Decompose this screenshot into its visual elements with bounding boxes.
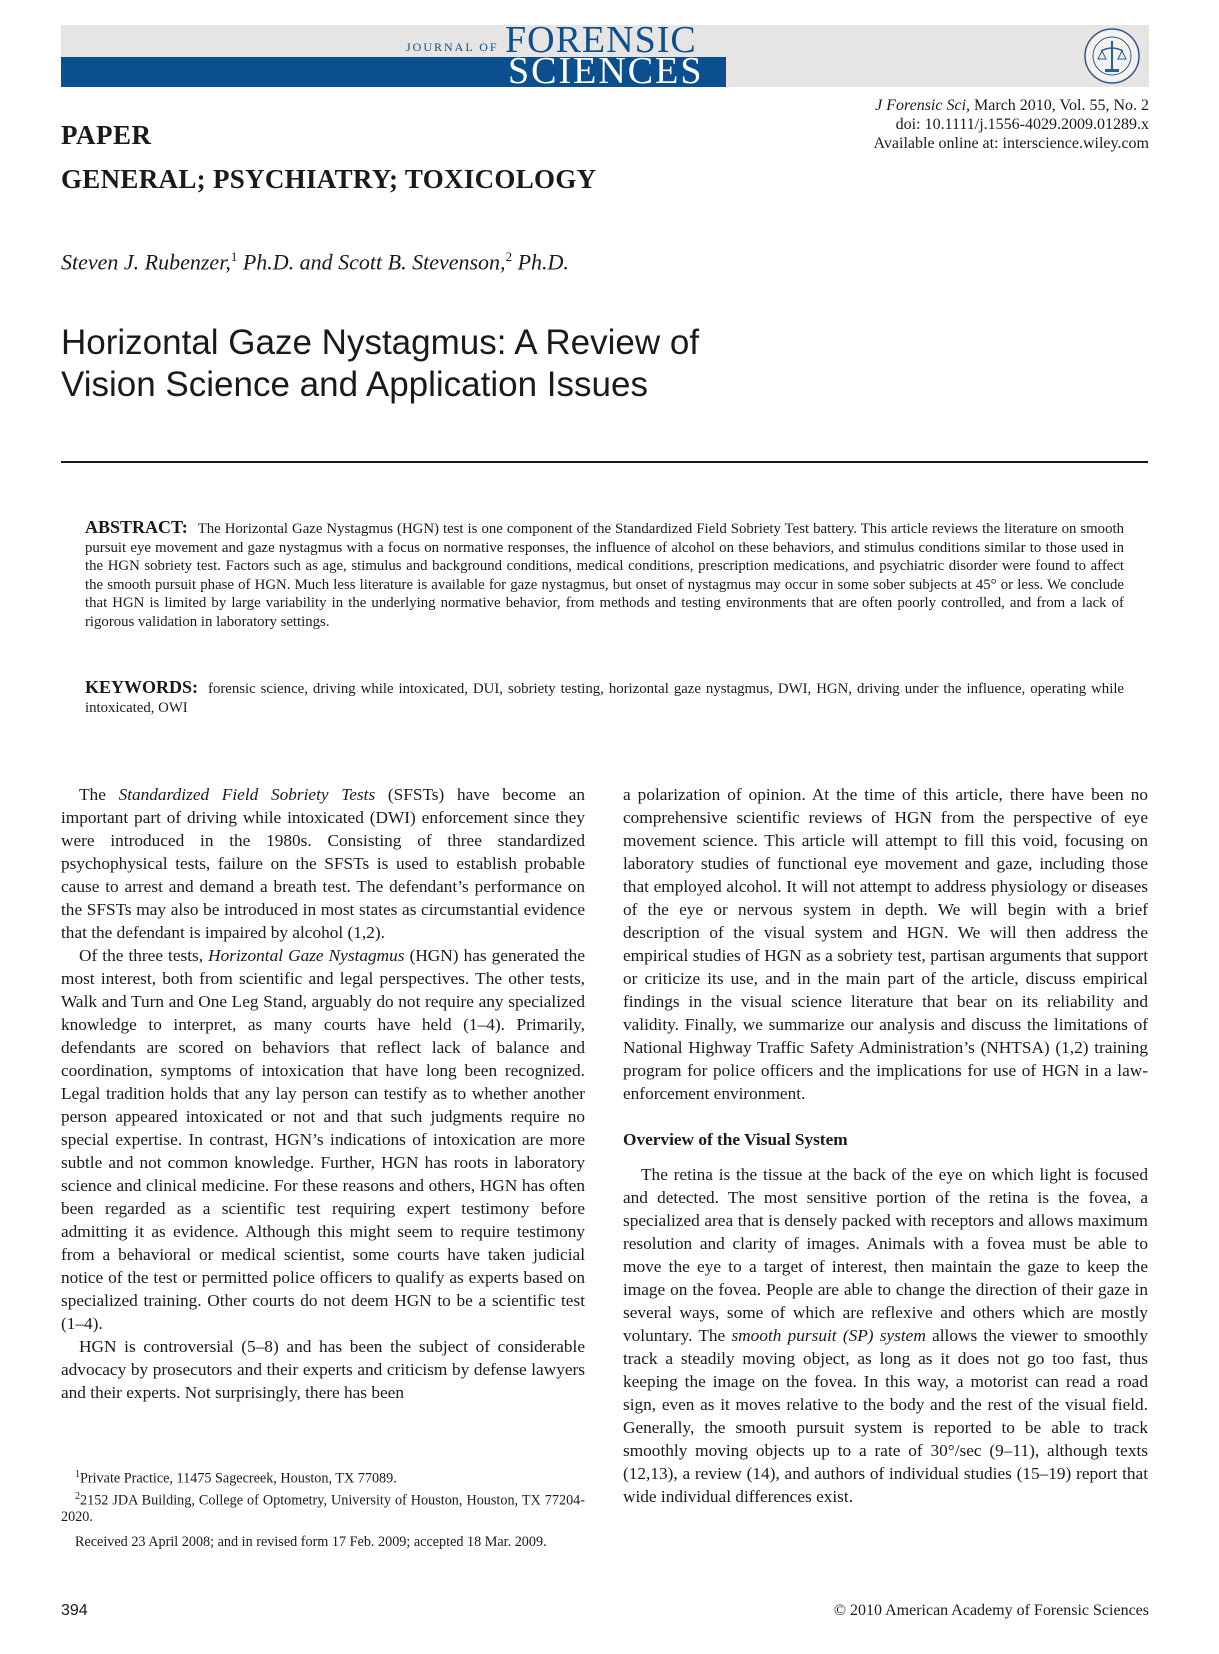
- footnote-text: 2152 JDA Building, College of Optometry, University of Houston, Houston, TX 77204-2020.: [61, 1492, 585, 1526]
- citation-issue: March 2010, Vol. 55, No. 2: [970, 97, 1149, 114]
- paragraph: HGN is controversial (5–8) and has been the subject of considerable advocacy by prosecutors and their experts and criticism by defense lawyers and their experts. Not surprisingly, there has been: [61, 1337, 585, 1402]
- citation-block: [729, 96, 1149, 153]
- footnotes: [61, 1466, 585, 1551]
- keywords-text: forensic science, driving while intoxicated, DUI, sobriety testing, horizontal gaze nystagmus, DWI, HGN, driving under the influence, operating while intoxicated, OWI: [85, 681, 1124, 716]
- authors-line: [61, 249, 569, 275]
- page-number: 394: [61, 1602, 88, 1619]
- citation-online: Available online at: interscience.wiley.com: [873, 135, 1149, 152]
- citation-doi: doi: 10.1111/j.1556-4029.2009.01289.x: [895, 116, 1149, 133]
- text-run: (SFSTs) have become an important part of driving while intoxicated (DWI) enforcement since they were introduced in the 1980s. Consisting of three standardized psychophysical tests, failure on the SFSTs is used to establish probable cause to arrest and demand a breath test. The defendant’s performance on the SFSTs may also be introduced in most states as circumstantial evidence that the defendant is impaired by alcohol (1,2).: [61, 785, 585, 942]
- received-dates: Received 23 April 2008; and in revised form 17 Feb. 2009; accepted 18 Mar. 2009.: [75, 1534, 547, 1551]
- text-run: The retina is the tissue at the back of the eye on which light is focused and detected. The most sensitive portion of the retina is the fovea, a specialized area that is densely packed with receptors and allows maximum resolution and clarity of images. Animals with a fovea must be able to move the eye to a target of interest, then maintain the gaze to keep the image on the fovea. People are able to change the direction of their gaze in several ways, some of which are reflexive and others which are mostly voluntary. The: [623, 1165, 1148, 1345]
- paper-type: PAPER: [61, 120, 152, 150]
- paper-title: [61, 322, 821, 406]
- text-run: Of the three tests,: [79, 946, 209, 965]
- paragraph: [61, 944, 585, 1335]
- italic-term: Standardized Field Sobriety Tests: [118, 785, 376, 804]
- title-divider: [61, 461, 1148, 463]
- italic-term: Horizontal Gaze Nystagmus: [208, 946, 405, 965]
- masthead-forensic: FORENSIC: [505, 19, 697, 61]
- section-heading-visual-system: Overview of the Visual System: [623, 1130, 848, 1149]
- author-2-sup: 2: [505, 249, 513, 264]
- abstract: [85, 518, 1124, 631]
- paragraph: [61, 783, 585, 944]
- text-run: allows the viewer to smoothly track a steadily moving object, as long as it does not go too fast, thus keeping the image on the fovea. In this way, a motorist can read a road sign, even as it moves relative to the body and the rest of the visual field. Generally, the smooth pursuit system is reported to be able to track smoothly moving objects up to a rate of 30°/sec (9–11), although texts (12,13), a review (14), and authors of individual studies (15–19) report that wide individual differences exist.: [623, 1326, 1148, 1506]
- footnote-marker: 2: [75, 1490, 80, 1502]
- copyright: © 2010 American Academy of Forensic Sciences: [833, 1602, 1149, 1619]
- citation-journal: J Forensic Sci,: [875, 97, 971, 114]
- masthead-journal-of: JOURNAL OF: [406, 40, 499, 54]
- citation-issue-line: [729, 96, 1149, 115]
- author-1-sup: 1: [230, 249, 238, 264]
- paragraph: a polarization of opinion. At the time of this article, there have been no comprehensive scientific reviews of HGN from the perspective of eye movement science. This article will attempt to fill this void, focusing on laboratory studies of functional eye movement and gaze, including those that employed alcohol. It will not attempt to address physiology or diseases of the eye or nervous system in depth. We will begin with a brief description of the visual system and HGN. We will then address the empirical studies of HGN as a sobriety test, partisan arguments that support or criticize its use, and in the main part of the article, discuss empirical findings in the visual science literature that bear on its reliability and validity. Finally, we summarize our analysis and discuss the limitations of National Highway Traffic Safety Administration’s (NHTSA) (1,2) training program for police officers and the implications for use of HGN in a law-enforcement environment.: [623, 785, 1148, 1103]
- paragraph: [623, 1163, 1148, 1508]
- footnote-2: [61, 1488, 585, 1527]
- aafs-seal-icon: [1083, 27, 1141, 85]
- abstract-text: The Horizontal Gaze Nystagmus (HGN) test is one component of the Standardized Field Sobriety Test battery. This article reviews the literature on smooth pursuit eye movement and gaze nystagmus with a focus on normative responses, the influence of alcohol on these behaviors, and stimulus conditions similar to those used in the HGN sobriety test. Factors such as age, stimulus and background conditions, medical conditions, prescription medications, and psychiatric disorder were found to affect the smooth pursuit phase of HGN. Much less literature is available for gaze nystagmus, but onset of nystagmus may occur in some sober subjects at 45° or less. We conclude that HGN is limited by large variability in the underlying normative behavior, from methods and testing environments that are often poorly controlled, and from a lack of rigorous validation in laboratory settings.: [85, 521, 1124, 630]
- abstract-label: ABSTRACT:: [85, 517, 188, 537]
- title-line-1: Horizontal Gaze Nystagmus: A Review of: [61, 323, 700, 362]
- title-line-2: Vision Science and Application Issues: [61, 365, 648, 404]
- keywords: [85, 678, 1124, 717]
- author-2-degree: Ph.D.: [512, 249, 569, 275]
- author-1-degree: Ph.D. and Scott B. Stevenson,: [237, 249, 506, 275]
- body-column-right: [623, 783, 1148, 1508]
- body-column-left: [61, 783, 585, 1404]
- author-1: Steven J. Rubenzer,: [61, 249, 231, 275]
- section-heading: GENERAL; PSYCHIATRY; TOXICOLOGY: [61, 164, 597, 194]
- text-run: The: [79, 785, 119, 804]
- keywords-label: KEYWORDS:: [85, 677, 199, 697]
- footnote-1: [61, 1466, 585, 1488]
- footnote-text: Private Practice, 11475 Sagecreek, Houston, TX 77089.: [80, 1470, 397, 1487]
- masthead-sciences: SCIENCES: [508, 50, 704, 92]
- footnote-marker: 1: [75, 1469, 80, 1480]
- text-run: (HGN) has generated the most interest, both from scientific and legal perspectives. The other tests, Walk and Turn and One Leg Stand, arguably do not require any specialized knowledge to interpret, as many courts have held (1–4). Primarily, defendants are scored on behaviors that reflect lack of balance and coordination, symptoms of intoxication that have long been recognized. Legal tradition holds that any lay person can testify as to whether another person appeared intoxicated or not and that such judgments require no special expertise. In contrast, HGN’s indications of intoxication are more subtle and not common knowledge. Further, HGN has roots in laboratory science and clinical medicine. For these reasons and others, HGN has often been regarded as a scientific test requiring expert testimony before admitting it as evidence. Although this might seem to require testimony from a behavioral or medical scientist, some courts have taken judicial notice of the test or permitted police officers to qualify as experts based on specialized training. Other courts do not deem HGN to be a scientific test (1–4).: [61, 946, 585, 1333]
- italic-term: smooth pursuit (SP) system: [731, 1326, 926, 1345]
